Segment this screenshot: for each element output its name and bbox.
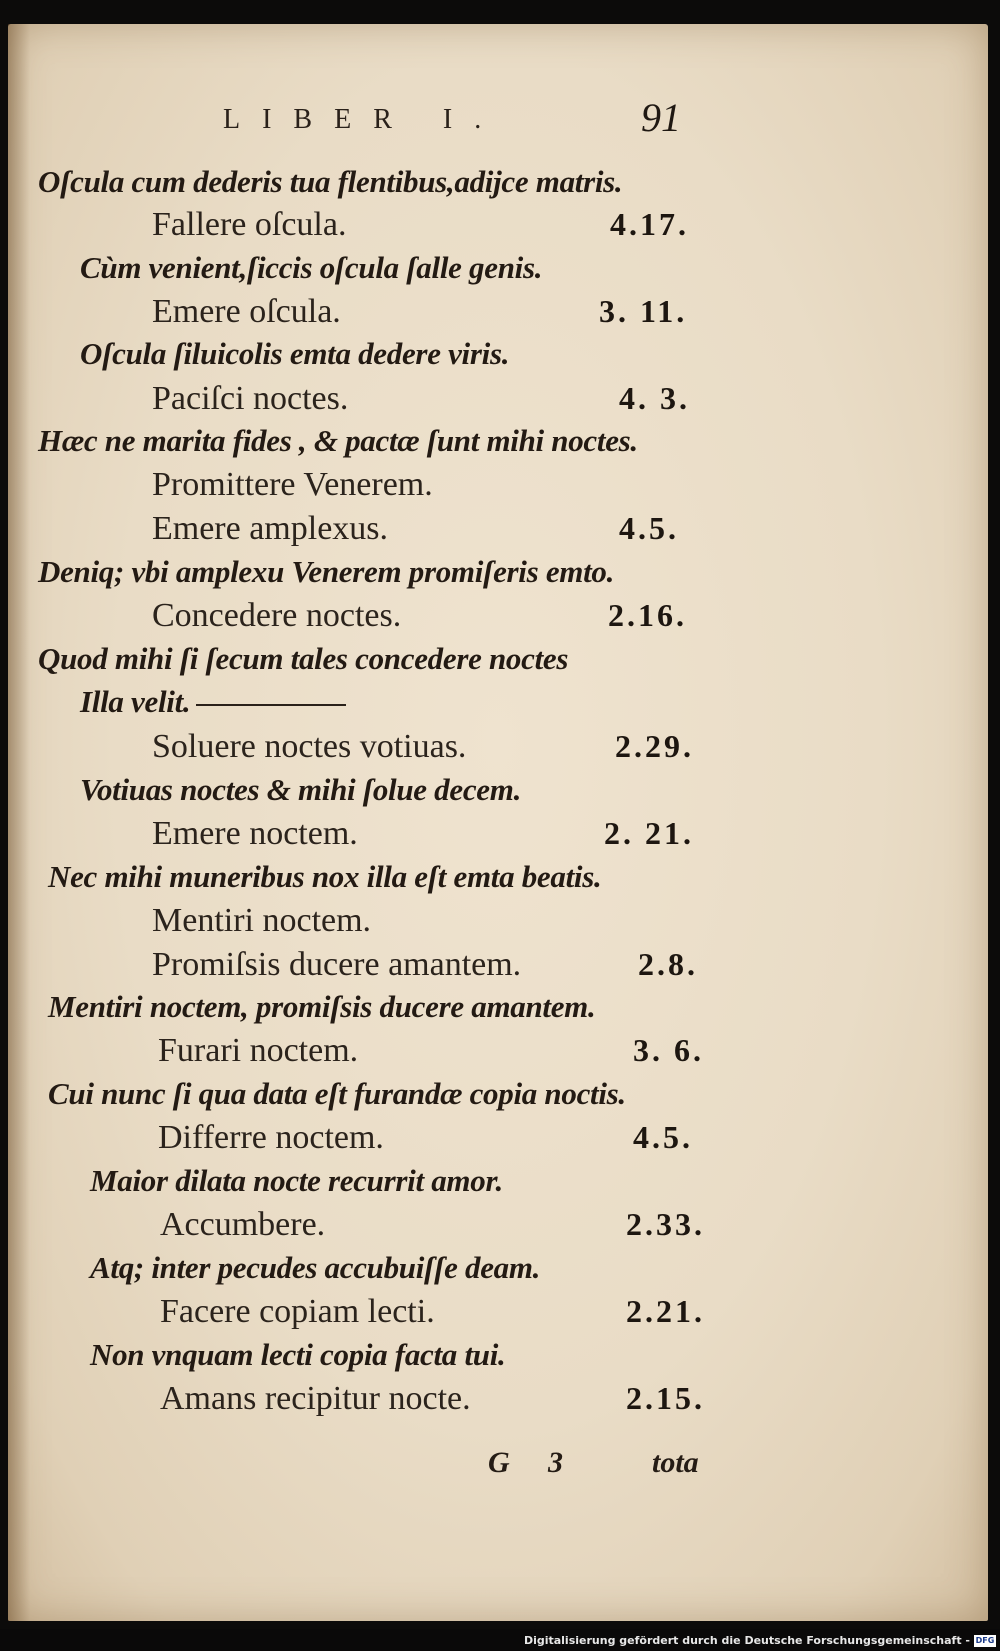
citation-line: Nec mihi muneribus nox illa eſt emta beatis. — [48, 859, 602, 894]
entry-heading: Accumbere. 2.33. — [160, 1206, 705, 1243]
entry-reference: 2.29. — [615, 728, 694, 764]
citation-line: Hæc ne marita fides , & pactæ ſunt mihi noctes. — [38, 423, 638, 458]
entry-reference: 4.5. — [633, 1119, 693, 1155]
digitization-footer — [0, 1629, 1000, 1651]
citation-line: Oſcula cum dederis tua flentibus,adijce matris. — [38, 164, 623, 199]
citation-line: Oſcula ſiluicolis emta dedere viris. — [80, 336, 510, 371]
citation-line: Votiuas noctes & mihi ſolue decem. — [80, 772, 522, 807]
entry-heading: Fallere oſcula. 4.17. — [152, 206, 689, 243]
entry-heading: Emere oſcula. 3. 11. — [152, 293, 688, 330]
entry-reference: 4.17. — [610, 206, 689, 242]
entry-reference: 3. 6. — [633, 1032, 704, 1068]
citation-line: Quod mihi ſi ſecum tales concedere noctes — [38, 641, 569, 676]
entry-heading: Promiſsis ducere amantem. 2.8. — [152, 946, 698, 983]
citation-line: Illa velit. — [80, 684, 1000, 720]
citation-line: Cui nunc ſi qua data eſt furandæ copia noctis. — [48, 1076, 626, 1111]
catchword: tota — [652, 1446, 699, 1479]
dfg-logo: DFG — [975, 1636, 995, 1645]
entry-reference: 4. 3. — [619, 380, 690, 416]
entry-heading: Concedere noctes. 2.16. — [152, 597, 687, 634]
entry-heading: Facere copiam lecti. 2.21. — [160, 1293, 705, 1330]
running-head-title: LIBER I. — [223, 104, 504, 135]
citation-line: Deniq; vbi amplexu Venerem promiſeris emto. — [38, 554, 615, 589]
citation-line: Cùm venient,ſiccis oſcula ſalle genis. — [80, 250, 543, 285]
entry-heading: Promittere Venerem. — [152, 466, 433, 503]
running-head — [8, 95, 988, 142]
folio-number: 91 — [641, 95, 681, 140]
entry-heading: Mentiri noctem. — [152, 902, 372, 939]
entry-reference: 2.21. — [626, 1293, 705, 1329]
entry-heading: Furari noctem. 3. 6. — [158, 1032, 704, 1069]
entry-reference: 2.33. — [626, 1206, 705, 1242]
book-page — [8, 24, 988, 1621]
funding-credit: Digitalisierung gefördert durch die Deutsche Forschungsgemeinschaft - — [523, 1634, 970, 1647]
signature-line — [8, 1446, 988, 1486]
entry-reference: 2.8. — [638, 946, 698, 982]
entry-heading: Amans recipitur nocte. 2.15. — [160, 1380, 705, 1417]
continuation-dash — [196, 704, 346, 706]
entry-heading: Differre noctem. 4.5. — [158, 1119, 693, 1156]
entry-reference: 3. 11. — [599, 293, 688, 329]
entry-reference: 4.5. — [619, 510, 679, 546]
entry-heading: Emere noctem. 2. 21. — [152, 815, 694, 852]
citation-line: Mentiri noctem, promiſsis ducere amantem. — [48, 989, 596, 1024]
citation-line: Atq; inter pecudes accubuiſſe deam. — [90, 1250, 541, 1285]
entry-heading: Paciſci noctes. 4. 3. — [152, 380, 690, 417]
entry-reference: 2.15. — [626, 1380, 705, 1416]
entry-reference: 2.16. — [608, 597, 687, 633]
entry-heading: Soluere noctes votiuas. 2.29. — [152, 728, 694, 765]
citation-line: Non vnquam lecti copia facta tui. — [90, 1337, 506, 1372]
signature-number: 3 — [548, 1446, 563, 1479]
citation-line: Maior dilata nocte recurrit amor. — [90, 1163, 503, 1198]
scan-edge-shadow — [990, 1190, 1000, 1280]
signature-mark: G — [488, 1446, 510, 1479]
entry-reference: 2. 21. — [604, 815, 694, 851]
entry-heading: Emere amplexus. 4.5. — [152, 510, 679, 547]
